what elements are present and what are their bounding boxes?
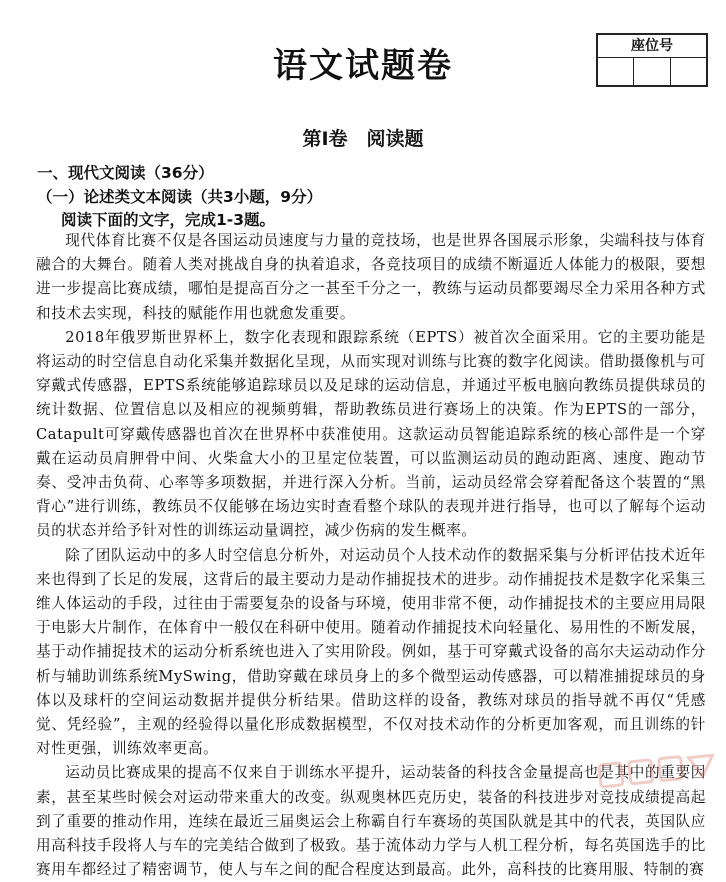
reading-instruction: 阅读下面的文字，完成1-3题。 [61,211,276,229]
passage-paragraph: 运动员比赛成果的提高不仅来自于训练水平提升，运动装备的科技含金量提高也是其中的重要因素，甚至某些时候会对运动带来重大的改变。纵观奥林匹克历史，装备的科技进步对竞技成绩提高起到了重要的推动作用，连续在最近三届奥运会上称霸自行车赛场的英国队就是其中的代表，英国队应用高科技手段将人与车的完美结合做到了极致。基于流体动力学与人机工程分析，每名英国选手的比赛用车都经过了精密调节，使人与车之间的配合程度达到最高。此外，高科技的比赛用服、特制的赛 [36,764,706,879]
passage-paragraph: 现代体育比赛不仅是各国运动员速度与力量的竞技场，也是世界各国展示形象，尖端科技与体育融合的大舞台。随着人类对挑战自身的执着追求，各竞技项目的成绩不断逼近人体能力的极限，要想进一步提高比赛成绩，哪怕是提高百分之一甚至千分之一，教练与运动员都要竭尽全力采用各种方式和技术去实现，科技的赋能作用也就愈发重要。 [36,232,706,322]
seat-number-label: 座位号 [598,35,706,58]
volume-title: 第Ⅰ卷 阅读题 [302,128,424,150]
section-subheading: （一）论述类文本阅读（共3小题，9分） [37,188,323,206]
section-heading: 一、现代文阅读（36分） [37,164,214,182]
passage-body [36,229,706,882]
exam-title: 语文试题卷 [273,46,453,86]
passage-paragraph: 2018年俄罗斯世界杯上，数字化表现和跟踪系统（EPTS）被首次全面采用。它的主要功能是将运动的时空信息自动化采集并数据化呈现，从而实现对训练与比赛的数字化阅读。借助摄像机与可穿戴式传感器，EPTS系统能够追踪球员以及足球的运动信息，并通过平板电脑向教练员提供球员的统计数据、位置信息以及相应的视频剪辑，帮助教练员进行赛场上的决策。作为EPTS的一部分，Catapult可穿戴传感器也首次在世界杯中获准使用。这款运动员智能追踪系统的核心部件是一个穿戴在运动员肩胛骨中间、火柴盒大小的卫星定位装置，可以监测运动员的跑动距离、速度、跑动节奏、受冲击负荷、心率等多项数据，并进行深入分析。当前，运动员经常会穿着配备这个装置的“黑背心”进行训练，教练员不仅能够在场边实时查看整个球队的表现并进行指导，也可以了解每个运动员的状态并给予针对性的训练运动量调控，减少伤病的发生概率。 [36,328,706,540]
passage-paragraph: 除了团队运动中的多人时空信息分析外，对运动员个人技术动作的数据采集与分析评估技术近年来也得到了长足的发展，这背后的最主要动力是动作捕捉技术的进步。动作捕捉技术是数字化采集三维人体运动的手段，过往由于需要复杂的设备与环境，使用非常不便，动作捕捉技术的主要应用局限于电影大片制作，在体育中一般仅在科研中使用。随着动作捕捉技术向轻量化、易用性的不断发展，基于动作捕捉技术的运动分析系统也进入了实用阶段。例如，基于可穿戴式设备的高尔夫运动动作分析与辅助训练系统MySwing，借助穿戴在球员身上的多个微型运动传感器，可以精准捕捉球员的身体以及球杆的空间运动数据并提供分析结果。借助这样的设备，教练对球员的指导就不再仅“凭感觉、凭经验”，主观的经验得以量化形成数据模型，不仅对技术动作的分析更加客观，而且训练的针对性更强，训练效率更高。 [36,546,706,758]
